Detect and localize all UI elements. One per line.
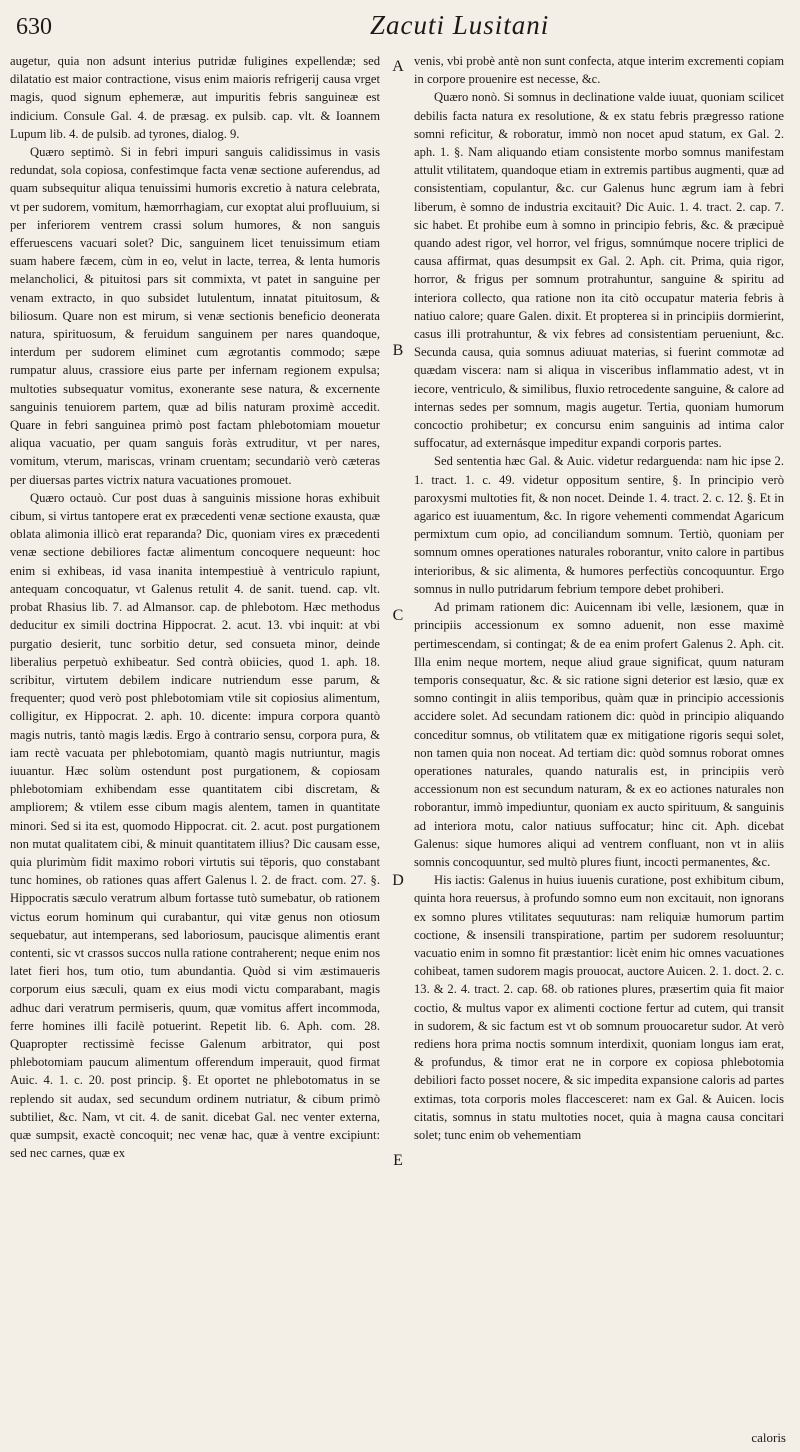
margin-letters: [388, 52, 408, 1442]
page-number: 630: [16, 14, 52, 40]
paragraph: Sed sententia hæc Gal. & Auic. videtur redarguenda: nam hic ipse 2. 1. tract. 1. c. 49. videtur oppositum sentire, §. In principio verò paroxysmi multoties fit, & non nocet. Deinde 1. 4. tract. 2. c. 12. §. Et in agarico est iuuamentum, &c. In rigore vehementi commendat Agaricum permixtum cum opio, ad conciliandum somnum. Tertiò, quoniam per somnum omnes operationes naturales roborantur, vnito calore in partibus interioribus, & sic alimenta, & humores perfectiùs concoquuntur. Ergo somnus in nullo putridarum febrium tempore debet prohiberi.: [414, 454, 784, 596]
margin-letter-e: E: [393, 1152, 403, 1169]
paragraph: Quæro septimò. Si in febri impuri sanguis calidissimus in vasis redundat, sola copiosa, confestimque facta venæ sectione auferendus, ad quam subsequitur aliqua tenuissimi humoris excretio à natura celebrata, vt per sudorem, vomitum, hæmorrhagiam, cur exoptat alui profluuium, si per inferiorem ventrem crassi solum humores, & non sanguis efferuescens vacuari solet? Dic, sanguinem licet tenuissimum etiam suam habere fæcem, cùm in eo, velut in lacte, terrea, & lenta humoris melancholici, & pituitosi pars sit commixta, vt patet in sanguine per venam extracto, in quo subsidet lutulentum, innatat pituitosum, & biliosum. Quare non est mirum, si venæ sectionis beneficio deonerata natura, spirituosum, & feruidum sanguinem per nares quandoque, interdum per sudorem eliminet cum ægrotantis commodo; sæpe rumpatur aluus, crassiore eius parte per infernam regionem expulsa; multoties subsequatur vomitus, exonerante sese natura, & excernente sanguinis tenuiorem partem, quæ ad bilis naturam proximè accedit. Quare in febri sanguinea primò post factam phlebotomiam mouetur aliqua vacuatio, per quam sanguis foràs extruditur, vt per nares, vomitum, vterum, mariscas, vrinam cruentam; secundariò verò cæteras per diuersas partes victrix natura vacuationes promouet.: [10, 145, 380, 487]
left-column: [10, 52, 380, 1442]
margin-letter-d: D: [392, 872, 404, 889]
text-columns: [10, 52, 786, 1442]
paragraph: His iactis: Galenus in huius iuuenis curatione, post exhibitum cibum, quinta hora reuersus, à profundo somno eum non excitauit, non ignorans ex somno plures vtilitates sequuturas: nam reliquiæ humorum partim coctione, & insensili transpiratione, partim per sudorem resoluuntur; vacuatio enim in somno fit præstantior: licèt enim hic omnes vacuationes cohibeat, tamen sudorem magis prouocat, auctore Auicen. 2. 1. doct. 2. c. 13. & 2. 4. tract. 2. cap. 68. ob rationes plures, præsertim quia fit maior coctio, & multus vapor ex alimenti coctione fertur ad cutem, qui transit in sudorem, & sic factum est vt ob somnum prouocaretur sudor. At verò rediens hora prima noctis somnum interdixit, quoniam longus iam erat, & profundus, & timor erat ne in corpore ex copiosa phlebotomia debiliori facto posset nocere, & sic impedita expansione caloris ad partes extimas, tota corporis moles flaccesceret: nam ex Gal. & Auicen. locis citatis, somnus in statu multoties nocet, quia à magna causa concitari solet; tunc enim ob vehementiam: [414, 873, 784, 1142]
catchword: caloris: [751, 1430, 786, 1445]
paragraph: Quæro octauò. Cur post duas à sanguinis missione horas exhibuit cibum, si virtus tantopere erat ex præcedenti venæ sectione exausta, quæ oblata alimonia illicò erat reparanda? Dic, quoniam vires ex præcedenti venæ sectione debiliores factæ alimentum concoquere nequeunt: hoc enim si exhibeas, id vasa inanita intempestiuè à ventriculo rapiunt, antequam concoquatur, vt Galenus retulit 4. de sanit. tuend. cap. vlt. probat Rhasius lib. 7. ad Almansor. cap. de phlebotom. Hæc methodus deducitur ex simili doctrina Hippocrat. 2. acut. 13. vbi inquit: at vbi purgatio desierit, tunc sorbitio detur, sed consueta minor, deinde liberalius perpetuò exhibeatur. Sed contrà obiicies, quod 1. aph. 18. scribitur, virtutem debilem indicare nutriendum esse parum, & frequenter; quod verò post phlebotomiam vtile sit copiosius alimentum, colligitur, ex Hippocrat. 2. aph. 10. dicente: impura corpora quantò magis nutris, tantò magis lædis. Ergo à contrario sensu, corpora pura, & iam rectè vacuata per phlebotomiam, quantò magis nutriuntur, magis iuuantur. Hæc solùm ostendunt post purgationem, & copiosam phlebotomiam exhibendam esse quantitatem cibi discretam, & ampliorem; & vtilem esse cibum magis alentem, tamen in quantitate minori. Sed si ita est, quomodo Hippocrat. cit. 2. acut. post purgationem non mutat qualitatem cibi, & minuit quantitatem illius? Dic causam esse, quia plurimùm fidit maximo robori virtutis sui tëporis, quo constabant tunc homines, ob rationes quas affert Galenus l. 2. de fract. com. 27. §. Hippocratis sæculo veratrum album fortasse tutò sumebatur, ob rationem victus eorum hominum qui curabantur, qui vitæ genus non otiosum sequebatur, aut intemperans, sed laboriosum, paucisque alimentis erant contenti, sic vt crassos succos nulla ratione contraherent; neque enim nos latet fieri hos, tum otio, tum abundantia. Quòd si vim æstimaueris corporum eius sæculi, quam ex eius modi victu comparabant, magis adhuc dari veratrum permiseris, quum, quæ vomitus affert incommoda, ferre homines illi facilè potuerint. Repetit lib. 6. Aph. com. 28. Quapropter rectissimè fecisse Galenum arbitrator, qui post phlebotomiam paucum alimentum offerendum imperauit, quod firmat Auic. 4. 1. c. 20. post princip. §. Et oportet ne phlebotomatus in se replendo sit audax, sed secundum ordinem nutriatur, & cibum primò subtiliet, &c. Nam, vt cit. 4. de sanit. dicebat Gal. nec venter externa, quæ sumpsit, exactè concoquit; nec venæ hac, quæ à ventre excipiunt: sed nec carnes, quæ ex: [10, 490, 380, 1161]
page-header: [10, 8, 786, 48]
margin-letter-c: C: [392, 607, 404, 624]
paragraph: venis, vbi probè antè non sunt confecta, atque interim excrementi copiam in corpore prouenire est necesse, &c.: [414, 54, 784, 87]
margin-letter-a: A: [392, 58, 404, 75]
paragraph: Quæro nonò. Si somnus in declinatione valde iuuat, quoniam scilicet debilis facta natura ex resolutione, & ex statu febris prægresso ratione somni reficitur, & roboratur, immò non nocet apud statum, ex Gal. 2. aph. 1. §. Nam aliquando etiam consistente morbo somnus manifestam attulit vtilitatem, quandoque etiam in extremis partibus augmenti, quæ ad consistentiam, copulantur, &c. cur Galenus hunc ægrum iam à febri liberum, è somno de industria excitauit? Dic Auic. 1. 4. tract. 2. cap. 7. sic habet. Et prohibe eum à somno in principio febris, &c. & præcipuè quando adest rigor, vel horror, vel frigus, somnúmque nocere triplici de causa affirmat, quas desumpsit ex Gal. 2. Aph. cit. Prima, quia rigor, horror, & frigus per somnum protrahuntur, sanguine & spiritu ad interiora collecto, qua ratione non ita citò occupatur materia febris à natiuo calore; quare Galen. dixit. Et propterea si in principiis dormierint, casus illi protrahuntur, & vix febres ad consistentiam perueniunt, &c. Secunda causa, quia somnus adiuuat materias, si fuerint commotæ ad quædam viscera: nam si aliqua in visceribus inflammatio adest, vt in iecore, ventriculo, & similibus, fluxio retrocedente sanguine, & calore ad internas sedes per somnum, magis augetur. Tertia, quoniam humorum concoctio prohibetur; ex concursu enim sanguinis ad intima calor suffocatur, ad externásque impeditur expandi corporis partes.: [414, 90, 784, 451]
right-column: [414, 52, 784, 1442]
margin-letter-b: B: [392, 342, 404, 359]
running-head: Zacuti Lusitani: [370, 10, 550, 40]
paragraph: Ad primam rationem dic: Auicennam ibi velle, læsionem, quæ in principiis accessionum ex somno aduenit, non esse maximè pertimescendam, si contingat; & de ea enim profert Galenus 2. Aph. cit. Illa enim neque mortem, neque aliud graue significat, quum naturam temporis consequatur, &c. & sic ratione signi deterior est læsio, quæ ex somno contingit in aliis temporibus, quàm quæ in principio accessionis accidere solet. Ad secundam rationem dic: quòd in principio aliquando conceditur somnus, ob vtilitatem quæ ex mitigatione rigoris sequi solet, non tamen quia non noceat. Ad tertiam dic: quòd somnus roborat omnes operationes naturales, quando naturalis est, in principiis verò accessionum non est secundum naturam, & ex eo actiones naturales non roborantur, immò impediuntur, quoniam ex aucto spirituum, & sanguinis ad interiora motu, calor natiuus suffocatur; hinc cit. Aph. dicebat Galenus: sique humores aliqui ad ventrem confluant, non vt in aliis somnis concoquuntur, sed multò plures fiunt, incocti permanentes, &c.: [414, 600, 784, 869]
paragraph: augetur, quia non adsunt interius putridæ fuligines expellendæ; sed dilatatio est maior contractione, visus enim maioris refrigerij causa vrget magis, quod signum ephemeræ, aut impuritis febris sanguineæ est indicium. Consule Gal. 4. de præsag. ex pulsib. cap. vlt. & Ioannem Lupum lib. 4. de pulsib. ad tyrones, dialog. 9.: [10, 54, 380, 141]
